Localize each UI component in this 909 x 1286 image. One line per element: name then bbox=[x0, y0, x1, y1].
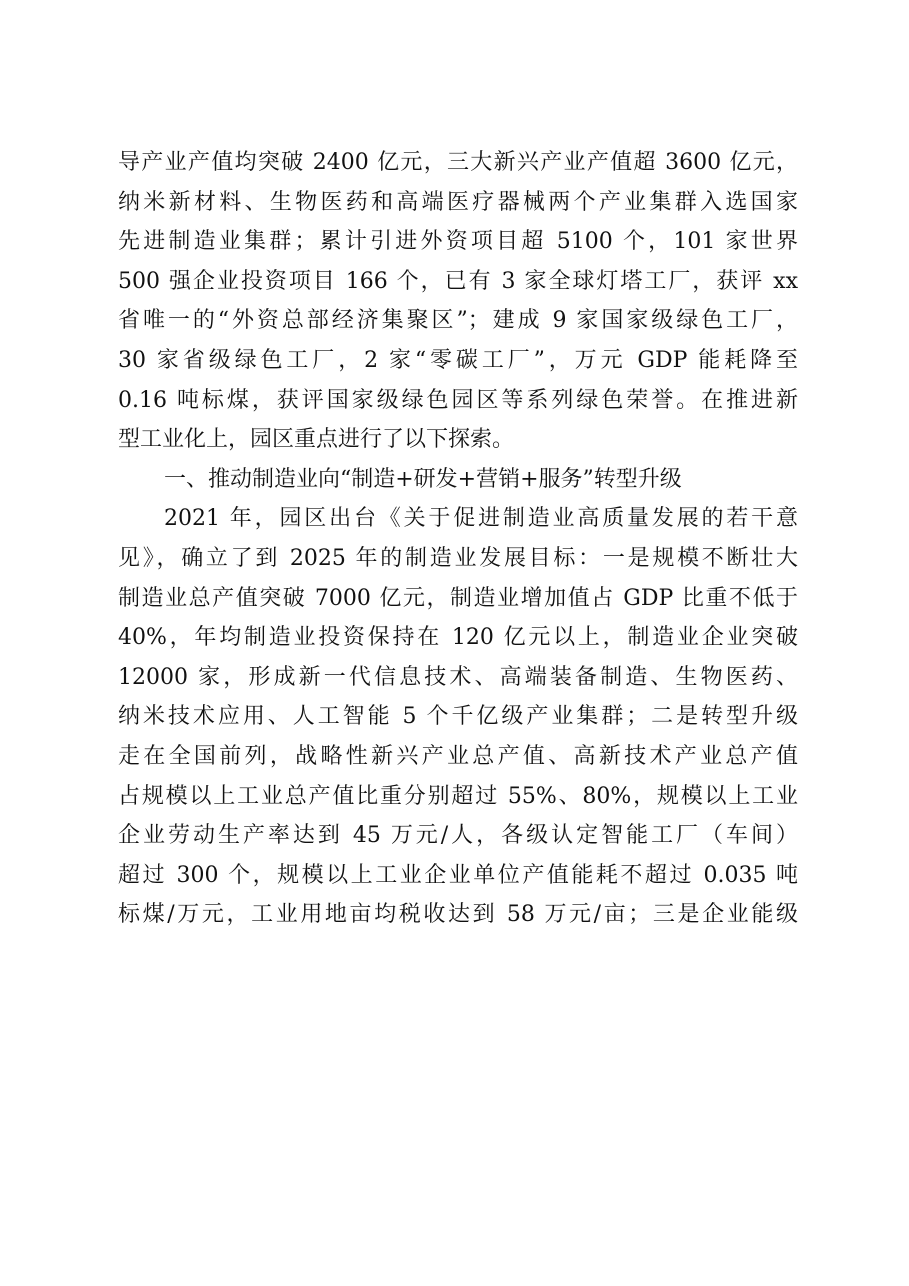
section-heading: 一、推动制造业向“制造+研发+营销+服务”转型升级 bbox=[164, 466, 682, 492]
text-line: 走在全国前列，战略性新兴产业总产值、高新技术产业总产值 bbox=[118, 743, 798, 769]
text-line: 40%，年均制造业投资保持在 120 亿元以上，制造业企业突破 bbox=[118, 625, 798, 651]
text-line: 型工业化上，园区重点进行了以下探索。 bbox=[118, 427, 515, 453]
text-line: 30 家省级绿色工厂，2 家“零碳工厂”，万元 GDP 能耗降至 bbox=[118, 347, 798, 373]
text-line: 500 强企业投资项目 166 个，已有 3 家全球灯塔工厂，获评 xx bbox=[118, 268, 798, 294]
text-line: 纳米技术应用、人工智能 5 个千亿级产业集群；二是转型升级 bbox=[118, 704, 798, 730]
body-text bbox=[118, 143, 798, 935]
text-line: 超过 300 个，规模以上工业企业单位产值能耗不超过 0.035 吨 bbox=[118, 862, 798, 888]
text-line: 制造业总产值突破 7000 亿元，制造业增加值占 GDP 比重不低于 bbox=[118, 585, 798, 611]
text-line: 企业劳动生产率达到 45 万元/人，各级认定智能工厂（车间） bbox=[118, 823, 798, 849]
text-line: 占规模以上工业总产值比重分别超过 55%、80%，规模以上工业 bbox=[118, 783, 798, 809]
text-line: 0.16 吨标煤，获评国家级绿色园区等系列绿色荣誉。在推进新 bbox=[118, 387, 798, 413]
text-line: 纳米新材料、生物医药和高端医疗器械两个产业集群入选国家 bbox=[118, 189, 798, 215]
text-line: 见》，确立了到 2025 年的制造业发展目标：一是规模不断壮大 bbox=[118, 545, 798, 571]
text-line: 省唯一的“外资总部经济集聚区”；建成 9 家国家级绿色工厂， bbox=[118, 308, 798, 334]
text-line: 标煤/万元，工业用地亩均税收达到 58 万元/亩；三是企业能级 bbox=[118, 902, 798, 928]
text-line: 先进制造业集群；累计引进外资项目超 5100 个，101 家世界 bbox=[118, 229, 798, 255]
text-line: 2021 年，园区出台《关于促进制造业高质量发展的若干意 bbox=[164, 506, 798, 532]
text-line: 导产业产值均突破 2400 亿元，三大新兴产业产值超 3600 亿元， bbox=[118, 150, 798, 175]
text-line: 12000 家，形成新一代信息技术、高端装备制造、生物医药、 bbox=[118, 664, 798, 690]
